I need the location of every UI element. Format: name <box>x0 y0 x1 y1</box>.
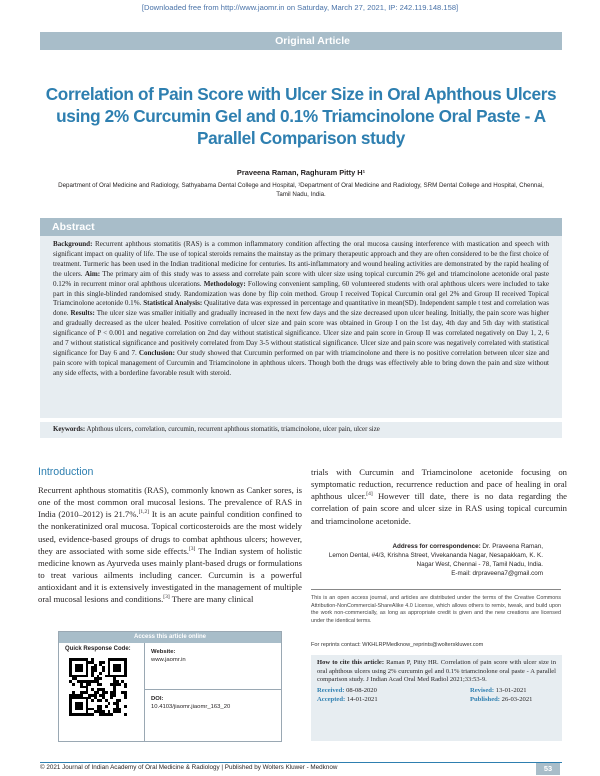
footer-rule <box>40 762 562 763</box>
abstract-statistics-label: Statistical Analysis: <box>143 299 203 308</box>
citation-ref[interactable]: [4] <box>366 491 373 498</box>
doi-link[interactable]: 10.4103/jiaomr.jiaomr_163_20 <box>151 704 231 710</box>
abstract-heading: Abstract <box>40 218 562 236</box>
introduction-text-right <box>311 466 567 527</box>
intro-right-a: trials with Curcumin and Triamcinolone acetonide focusing on symptomatic reduction, recurrence reduction and pace of healing in oral aphthous ulcer. <box>311 467 567 502</box>
cite-text: Raman P, Pitty HR. Correlation of pain score with ulcer size in oral aphthous ulcers using 2% curcumin gel and 0.1% triamcinolone oral paste - A parallel comparison study. J Indian Acad Oral Med Radiol 2021;33:53-9. <box>317 659 556 684</box>
abstract-conclusion-label: Conclusion: <box>138 348 175 357</box>
intro-para-d: There are many clinical <box>169 594 254 605</box>
abstract-body <box>40 236 562 418</box>
address-label: Address for correspondence: <box>392 543 481 550</box>
article-title: Correlation of Pain Score with Ulcer Size in Oral Aphthous Ulcers using 2% Curcumin Gel and 0.1% Triamcinolone Oral Paste - A Parallel Comparison study <box>45 84 557 148</box>
date-received <box>317 687 470 696</box>
introduction-text-left <box>38 484 302 606</box>
abstract-methodology-label: Methodology: <box>203 279 246 288</box>
divider <box>311 589 561 590</box>
keywords-text: Aphthous ulcers, correlation, curcumin, recurrent aphthous stomatitis, triamcinolone, ulcer pain, ulcer size <box>85 426 380 433</box>
open-access-notice: This is an open access journal, and articles are distributed under the terms of the Creative Commons Attribution-NonCommercial-ShareAlike 4.0 License, which allows others to remix, tweak, and build upon the work non-commercially, as long as appropriate credit is given and the new creations are licensed under the identical terms. <box>311 595 561 624</box>
date-label: Accepted: <box>317 695 346 703</box>
reprints-contact: For reprints contact: WKHLRPMedknow_reprints@wolterskluwer.com <box>311 642 484 648</box>
address-line: Lemon Dental, #4/3, Krishna Street, Vivekananda Nagar, Nesapakkam, K. K. Nagar West, Chennai - 78, Tamil Nadu, India. <box>328 552 543 568</box>
access-heading: Access this article online <box>59 632 281 643</box>
website-label: Website: <box>151 649 176 655</box>
abstract-results-text: The ulcer size was smaller initially and gradually increased in the next few days and the size decreased upon ulcer healing. Initially, the pain score was higher and gradually decreased as the ulcer healed. Positive correlation of ulcer size and pain score was obtained in Group I on the 1st day, 4th day and 5th day with statistical significance of P < 0.001 and negative correlation on 2nd day without statistical significance. Ulcer size and pain score in Group II was correlated negatively on Day 1, 2, 6 and 7 without statistical significance and positively correlated from Day 3-5 without statistical significance. Ulcer size and pain score was negatively correlated with statistical significance for Day 6 and 7. <box>53 309 549 357</box>
abstract-background-text: Recurrent aphthous stomatitis (RAS) is a common inflammatory condition affecting the oral mucosa causing interference with mastication and speech with significant impact on quality of life. The use of topical steroids remains the mainstay as the primary therapeutic approach and they are often considered to be the first choice of treatment. Turmeric has been used in the Indian traditional medicine for centuries. Its anti-inflammatory and wound healing activities are demonstrated by the rapid healing of the ulcers. <box>53 240 549 278</box>
keywords-label: Keywords: <box>53 426 86 433</box>
access-online-box <box>58 631 282 742</box>
correspondence-address <box>311 542 543 578</box>
website-cell <box>145 643 282 690</box>
footer-copyright: © 2021 Journal of Indian Academy of Oral Medicine & Radiology | Published by Wolters Kluwer - Medknow <box>40 764 338 771</box>
date-label: Received: <box>317 687 345 695</box>
keywords <box>40 422 562 438</box>
qr-module <box>124 713 127 716</box>
date-published <box>470 696 556 705</box>
qr-cell <box>59 643 145 742</box>
cite-label: How to cite this article: <box>317 659 385 666</box>
citation-ref[interactable]: [3] <box>188 545 196 552</box>
introduction-heading: Introduction <box>38 466 94 478</box>
abstract-methodology-text: Following convenient sampling, 60 volunteered students with oral aphthous ulcers were included to take part in this single-blinded randomised study. Randomization was done by flip coin method. Group I received Topical Curcumin oral gel 2% and Group II received Topical Triamcinolone acetonide 0.1%. <box>53 279 549 308</box>
doi-label: DOI: <box>151 696 164 702</box>
qr-label: Quick Response Code: <box>65 646 131 652</box>
qr-code-icon[interactable] <box>69 658 127 716</box>
citation-ref[interactable]: [3] <box>163 594 170 601</box>
date-value: 14-01-2021 <box>345 695 378 703</box>
intro-right-b: However till date, there is no data regarding the correlation of pain score and ulcer size in RAS using topical curcumin and triamcinolone acetonide. <box>311 491 567 526</box>
intro-para-c: The Indian system of holistic medicine known as Ayurveda uses mainly plant-based drugs or formulations to treat various ailments including cancer. Curcumin is a powerful antioxidant and it is extensively investigated in the management of multiple oral mucosal lesions and conditions. <box>38 545 302 605</box>
affiliation: Department of Oral Medicine and Radiology, Sathyabama Dental College and Hospital, ¹Department of Oral Medicine and Radiology, SRM Dental College and Hospital, Chennai, Tamil Nadu, India. <box>58 182 544 198</box>
date-label: Published: <box>469 695 501 703</box>
date-accepted <box>317 696 470 705</box>
date-value: 13-01-2021 <box>494 687 527 695</box>
citation-ref[interactable]: [1,2] <box>138 509 150 516</box>
abstract-results-label: Results: <box>70 309 95 318</box>
date-revised <box>470 687 556 696</box>
download-note: [Downloaded free from http://www.jaomr.in on Saturday, March 27, 2021, IP: 242.119.148.158] <box>141 3 459 12</box>
date-value: 08-08-2020 <box>344 687 377 695</box>
authors: Praveena Raman, Raghuram Pitty H¹ <box>236 168 366 177</box>
intro-para-b: It is an acute painful condition confined to the nonkeratinized oral mucosa. Topical corticosteroids are the most widely used, evidence-based groups of drugs to combat aphthous ulcers; however, they are associated with some side effects. <box>38 509 302 556</box>
article-type-banner: Original Article <box>40 32 562 50</box>
abstract-aim-text: The primary aim of this study was to assess and correlate pain score with ulcer size using topical curcumin 2% gel and triamcinolone acetonide oral paste 0.12% in recurrent minor oral aphthous ulcerations. <box>53 269 549 288</box>
website-link[interactable]: www.jaomr.in <box>151 657 186 663</box>
address-email[interactable]: E-mail: drpraveena7@gmail.com <box>451 570 543 577</box>
address-name: Dr. Praveena Raman, <box>480 543 543 550</box>
abstract-background-label: Background: <box>53 240 93 248</box>
abstract-conclusion-text: Our study showed that Curcumin performed on par with triamcinolone and there is no positive correlation between ulcer size and pain score with topical management of Curcumin and Triamcinolone in aphthous ulcers. Though both the drugs was effectively able to bring down the pain and size without any side effects, with a borderline favorable result with steroid. <box>53 348 549 377</box>
date-label: Revised: <box>469 687 495 695</box>
citation-box <box>311 655 562 741</box>
abstract-aim-label: Aim: <box>84 269 101 278</box>
doi-cell <box>145 690 282 742</box>
article-dates <box>317 687 556 704</box>
left-column <box>38 466 302 606</box>
abstract-statistics-text: Qualitative data was expressed in percentage and quantitative in mean(SD). Independent sample t test and correlation was done. <box>53 299 549 318</box>
date-value: 26-03-2021 <box>500 695 533 703</box>
intro-para-a: Recurrent aphthous stomatitis (RAS), commonly known as Canker sores, is one of the most common oral mucosal lesions. The prevalence of RAS in India (2010–2012) is 21.7%. <box>38 485 302 520</box>
page-number: 53 <box>536 763 560 775</box>
